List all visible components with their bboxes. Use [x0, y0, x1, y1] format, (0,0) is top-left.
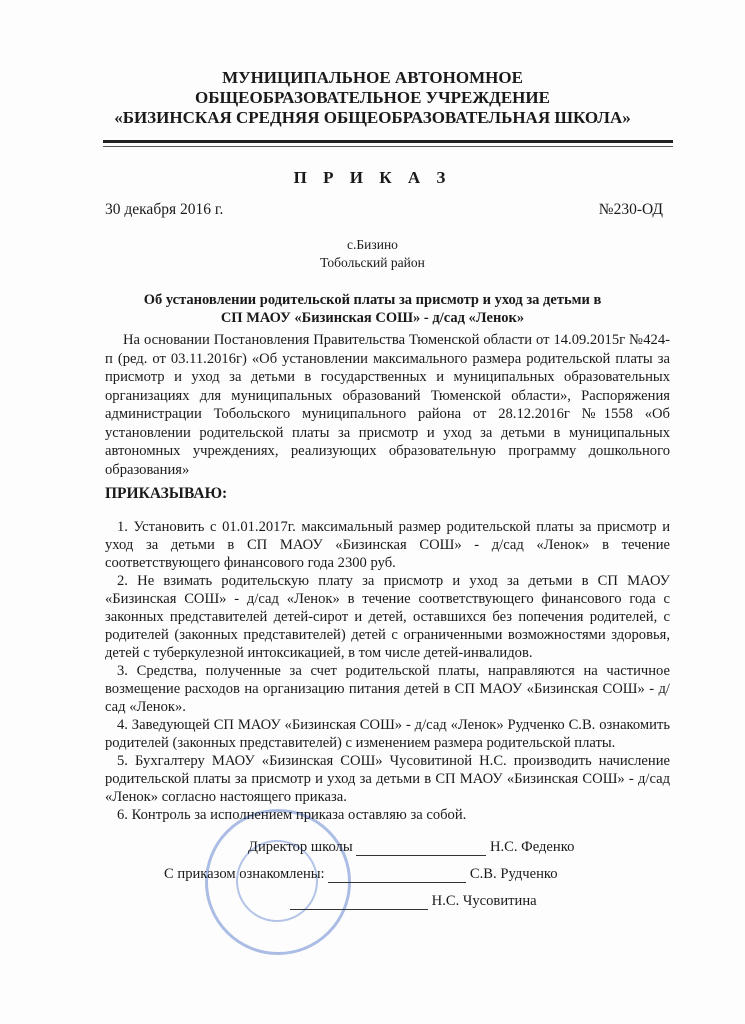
header-line-2: ОБЩЕОБРАЗОВАТЕЛЬНОЕ УЧРЕЖДЕНИЕ: [195, 88, 550, 107]
place: [0, 236, 745, 272]
document-type: П Р И К А З: [293, 168, 452, 187]
organization-header: [0, 68, 745, 128]
village: с.Бизино: [347, 237, 398, 252]
acquainted-row-2: [105, 892, 670, 919]
subject-line-1: Об установлении родительской платы за присмотр и уход за детьми в: [143, 292, 602, 308]
order-item: 1. Установить с 01.01.2017г. максимальный размер родительской платы за присмотр и уход за детьми в СП МАОУ «Бизинская СОШ» - д/сад «Ленок» в течение соответствующего финансового года 2300 руб.: [105, 519, 670, 571]
order-item: 3. Средства, полученные за счет родительской платы, направляются на частичное возмещение расходов на организацию питания детей в СП МАОУ «Бизинская СОШ» - д/сад «Ленок».: [105, 663, 670, 715]
order-date: 30 декабря 2016 г.: [105, 201, 224, 218]
basis-paragraph: [105, 331, 670, 479]
signature-line: [290, 895, 428, 910]
subject-line-2: СП МАОУ «Бизинская СОШ» - д/сад «Ленок»: [220, 310, 525, 326]
header-divider: [103, 140, 673, 143]
order-item: 6. Контроль за исполнением приказа оставляю за собой.: [117, 807, 467, 823]
header-divider-thin: [103, 146, 673, 147]
director-name: Н.С. Феденко: [489, 839, 575, 855]
signature-line: [328, 868, 466, 883]
acquainted-label: С приказом ознакомлены:: [164, 866, 325, 882]
order-items: [105, 518, 670, 919]
director-signature-row: [105, 838, 670, 865]
order-item: 5. Бухгалтеру МАОУ «Бизинская СОШ» Чусовитиной Н.С. производить начисление родительской платы за присмотр и уход за детьми в СП МАОУ «Бизинская СОШ» - д/сад «Ленок» согласно настоящего приказа.: [105, 753, 670, 805]
signature-block: [105, 838, 670, 919]
person2-name: Н.С. Чусовитина: [431, 893, 537, 909]
signature-line: [356, 841, 486, 856]
order-number: №230-ОД: [598, 201, 663, 218]
order-item: 4. Заведующей СП МАОУ «Бизинская СОШ» - д/сад «Ленок» Рудченко С.В. ознакомить родителей (законных представителей) с изменением размера родительской платы.: [105, 717, 670, 751]
basis-text: На основании Постановления Правительства Тюменской области от 14.09.2015г №424-п (ред. от 03.11.2016г) «Об установлении максимального размера родительской платы за присмотр и уход за детьми в государственных и муниципальных образовательных организациях для муниципальных образований Тюменской области», Распоряжения администрации Тобольского муниципального района от 28.12.2016г №1558 «Об установлении родительской платы за присмотр и уход за детьми в муниципальных автономных учреждениях, реализующих образовательную программу дошкольного образования»: [105, 332, 670, 478]
acquainted-row: [105, 865, 670, 892]
header-line-3: «БИЗИНСКАЯ СРЕДНЯЯ ОБЩЕОБРАЗОВАТЕЛЬНАЯ ШКОЛА»: [114, 108, 631, 127]
district: Тобольский район: [320, 255, 425, 270]
director-label: Директор школы: [248, 839, 353, 855]
order-subject: [0, 291, 745, 327]
header-line-1: МУНИЦИПАЛЬНОЕ АВТОНОМНОЕ: [222, 68, 523, 87]
order-heading: ПРИКАЗЫВАЮ:: [105, 485, 228, 502]
person1-name: С.В. Рудченко: [469, 866, 558, 882]
order-item: 2. Не взимать родительскую плату за присмотр и уход за детьми в СП МАОУ «Бизинская СОШ» - д/сад «Ленок» в течение соответствующего финансового года с законных представителей детей-сирот и детей, оставшихся без попечения родителей, с родителей (законных представителей) детей с ограниченными возможностями здоровья, детей с туберкулезной интоксикацией, в том числе детей-инвалидов.: [105, 573, 670, 661]
